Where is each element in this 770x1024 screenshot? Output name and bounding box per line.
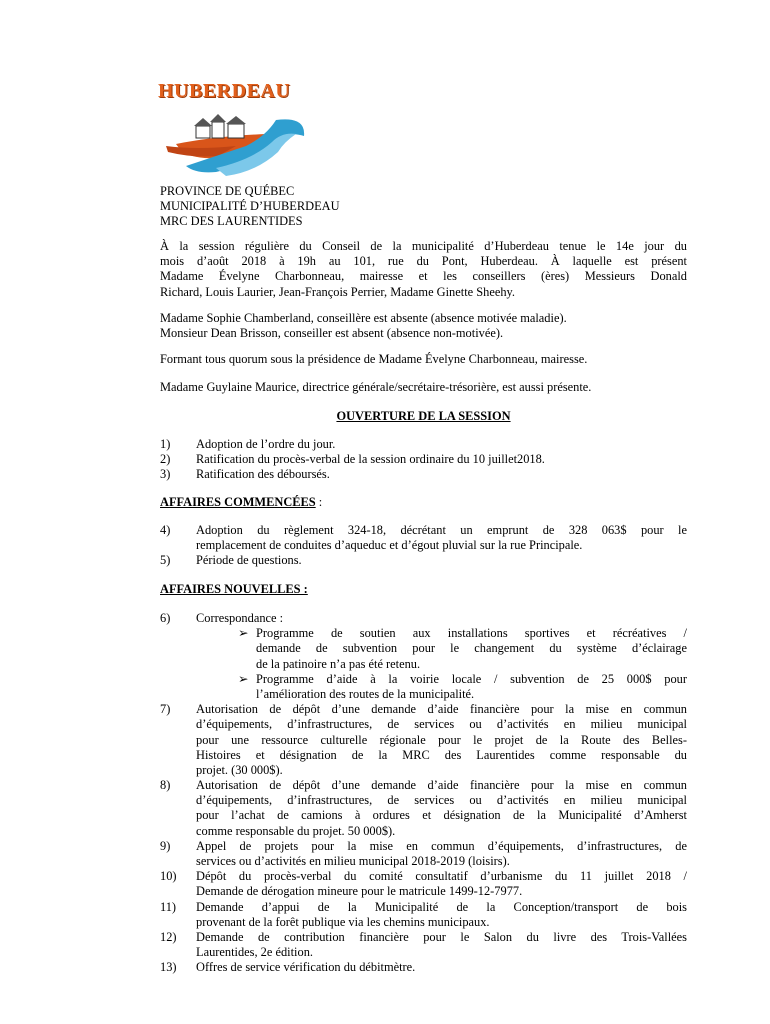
intro-line: Madame Évelyne Charbonneau, mairesse et les conseillers (ères) Messieurs Donald [160,269,687,284]
item-text: comme responsable du projet. 50 000$). [196,823,396,838]
item-text: Correspondance : [196,611,284,625]
logo-title: HUBERDEAU [158,80,291,102]
quorum-text: Formant tous quorum sous la présidence de Madame Évelyne Charbonneau, mairesse. [160,352,588,366]
sub-text: Programme de soutien aux installations sportives et récréatives / [256,626,687,641]
item-number: 12) [160,929,177,944]
item-text: Laurentides, 2e édition. [196,945,313,960]
list-item [160,611,687,702]
item-number: 8) [160,778,171,793]
intro-line: mois d’août 2018 à 19h au 101, rue du Pont, Huberdeau. À laquelle est présent [160,254,687,269]
list-item [160,452,687,467]
begun-title-suffix: : [315,495,323,509]
item-text: services ou d’activités en milieu municipal 2018-2019 (loisirs). [196,854,510,868]
item-number: 2) [160,452,171,467]
sub-bullet-item [238,672,687,702]
quorum-paragraph [160,352,687,367]
item-text: Ratification des déboursés. [196,467,330,482]
list-item [160,553,687,568]
begun-title-text: AFFAIRES COMMENCÉES [160,495,316,509]
new-title-text: AFFAIRES NOUVELLES : [160,582,308,596]
item-text: Offres de service vérification du débitmètre. [196,960,416,975]
item-number: 13) [160,960,177,975]
sub-text: de la patinoire n’a pas été retenu. [256,656,421,671]
list-item [160,523,687,553]
item-text: provenant de la forêt publique via les chemins municipaux. [196,914,490,929]
item-text: Période de questions. [196,553,302,568]
item-text: Autorisation de dépôt d’une demande d’aide financière pour la mise en commun [196,778,687,793]
new-list [160,611,687,976]
opening-section-title: OUVERTURE DE LA SESSION [336,409,511,423]
item-number: 1) [160,437,171,451]
opening-list [160,437,687,483]
begun-list [160,523,687,569]
list-item [160,900,687,930]
list-item [160,869,687,899]
header-province: PROVINCE DE QUÉBEC [160,184,295,198]
item-text: projet. (30 000$). [196,762,283,777]
logo-boat-wave-image [156,106,308,180]
item-text: Histoires et désignation de la MRC des Laurentides comme responsable du [196,747,687,762]
list-item [160,960,687,975]
new-section-title [160,582,308,597]
header-mrc: MRC DES LAURENTIDES [160,214,303,229]
item-number: 7) [160,702,171,717]
sub-text: Programme d’aide à la voirie locale / subvention de 25 000$ pour [256,671,687,686]
item-text: d’équipements, d’infrastructures, de services ou d’activités en milieu municipal [196,793,687,808]
intro-line: Richard, Louis Laurier, Jean-François Perrier, Madame Ginette Sheehy. [160,284,516,299]
item-text: Dépôt du procès-verbal du comité consultatif d’urbanisme du 11 juillet 2018 / [196,869,687,884]
list-item [160,702,687,778]
huberdeau-logo [156,80,308,180]
item-text: Adoption de l’ordre du jour. [196,437,336,451]
item-number: 9) [160,838,171,853]
header-municipality: MUNICIPALITÉ D’HUBERDEAU [160,199,340,214]
item-text: Adoption du règlement 324-18, décrétant un emprunt de 328 063$ pour le [196,523,687,537]
sub-text: demande de subvention pour le changement du système d’éclairage [256,641,687,656]
sub-text: l’amélioration des routes de la municipalité. [256,686,475,701]
item-text: Autorisation de dépôt d’une demande d’aide financière pour la mise en commun [196,702,687,717]
item-text: d’équipements, d’infrastructures, de services ou d’activités en milieu municipal [196,717,687,732]
director-text: Madame Guylaine Maurice, directrice générale/secrétaire-trésorière, est aussi présente. [160,380,592,394]
item-text: remplacement de conduites d’aqueduc et d’égout pluvial sur la rue Principale. [196,538,583,553]
list-item [160,778,687,839]
item-number: 4) [160,523,171,537]
list-item [160,437,687,452]
item-text: pour une ressource culturelle régionale pour le projet de la Route des Belles- [196,732,687,747]
director-paragraph [160,380,687,395]
item-text: Appel de projets pour la mise en commun d’équipements, d’infrastructures, de [196,838,687,853]
item-text: Demande d’appui de la Municipalité de la Conception/transport de bois [196,899,687,914]
arrow-bullet-icon: ➢ [238,626,249,641]
intro-paragraph [160,239,687,300]
item-number: 5) [160,553,171,568]
item-text: pour l’achat de camions à ordures et désignation de la Municipalité d’Amherst [196,808,687,823]
item-number: 11) [160,899,177,914]
begun-section-title [160,495,322,510]
list-item [160,839,687,869]
absence-line: Monsieur Dean Brisson, conseiller est absent (absence non-motivée). [160,326,504,341]
item-text: Demande de contribution financière pour le Salon du livre des Trois-Vallées [196,929,687,944]
item-text: Demande de dérogation mineure pour le matricule 1499-12-7977. [196,884,523,899]
arrow-bullet-icon: ➢ [238,671,249,686]
intro-line: À la session régulière du Conseil de la municipalité d’Huberdeau tenue le 14e jour du [160,239,687,253]
sub-bullet-item [238,626,687,672]
absences-paragraph [160,311,687,341]
absence-line: Madame Sophie Chamberland, conseillère est absente (absence motivée maladie). [160,311,567,325]
list-item [160,930,687,960]
item-number: 10) [160,869,177,884]
item-number: 6) [160,611,171,625]
document-header [160,184,680,230]
item-text: Ratification du procès-verbal de la session ordinaire du 10 juillet2018. [196,452,545,467]
list-item [160,467,687,482]
item-number: 3) [160,467,171,482]
